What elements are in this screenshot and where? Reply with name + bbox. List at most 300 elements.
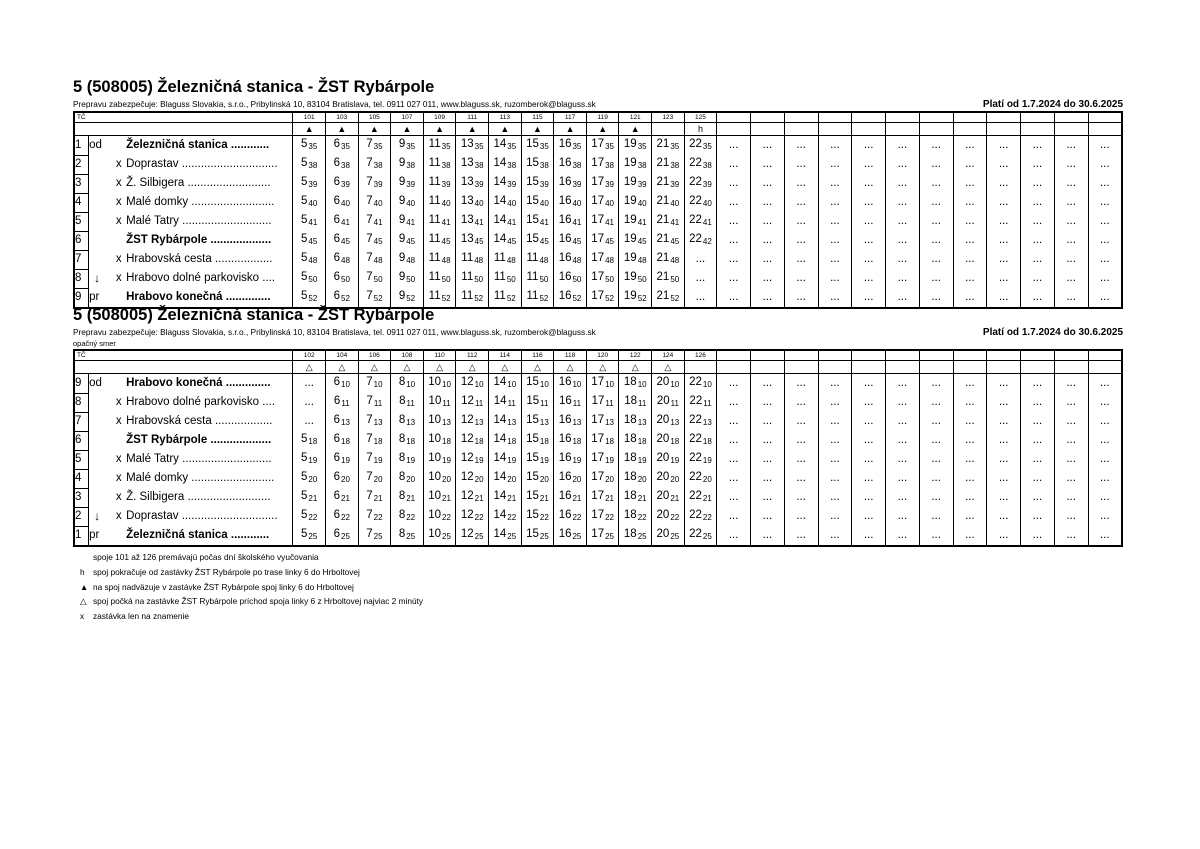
- departure-time: [456, 507, 489, 526]
- departure-time: [391, 412, 424, 431]
- departure-hour: 20: [656, 509, 670, 521]
- departure-time: [423, 174, 456, 193]
- empty-header-cell: [886, 350, 920, 361]
- departure-hour: 13: [460, 176, 474, 188]
- departure-time: [293, 231, 326, 250]
- empty-symbol-cell: [1088, 361, 1122, 374]
- departure-time: [554, 374, 587, 394]
- empty-trip-cell: ...: [852, 374, 886, 394]
- stop-number: 2: [74, 507, 89, 526]
- trip-symbol: ▲: [456, 123, 489, 136]
- trip-number: 126: [684, 350, 717, 361]
- departure-minute: 41: [474, 218, 484, 227]
- departure-time: [554, 269, 587, 288]
- departure-minute: 50: [406, 275, 416, 284]
- trip-symbol: △: [586, 361, 619, 374]
- departure-hour: 18: [623, 509, 637, 521]
- departure-hour: 22: [689, 395, 703, 407]
- stop-name-text: Hrabovo konečná: [126, 291, 223, 303]
- departure-minute: 41: [406, 218, 416, 227]
- departure-hour: 9: [398, 195, 406, 207]
- departure-hour: 21: [656, 195, 670, 207]
- empty-trip-cell: ...: [919, 507, 953, 526]
- empty-trip-cell: ...: [886, 136, 920, 156]
- departure-minute: 22: [637, 513, 647, 522]
- empty-trip-cell: ...: [919, 231, 953, 250]
- departure-hour: 7: [366, 433, 373, 445]
- departure-time: [456, 488, 489, 507]
- departure-hour: 21: [656, 271, 670, 283]
- departure-minute: 20: [637, 475, 647, 484]
- departure-minute: 40: [341, 199, 350, 208]
- departure-minute: 40: [406, 199, 416, 208]
- departure-minute: 48: [341, 256, 350, 265]
- request-stop-mark: [112, 526, 127, 546]
- departure-minute: 13: [442, 418, 451, 427]
- departure-hour: 12: [460, 414, 474, 426]
- departure-time: [325, 250, 358, 269]
- empty-trip-cell: ...: [1054, 526, 1088, 546]
- stop-action: [89, 393, 112, 412]
- departure-time: [293, 488, 326, 507]
- departure-hour: 17: [591, 414, 605, 426]
- departure-time: [489, 526, 522, 546]
- departure-time: [586, 488, 619, 507]
- departure-time: [652, 393, 685, 412]
- trip-symbol: ▲: [489, 123, 522, 136]
- stop-action: [89, 231, 112, 250]
- stop-action: [89, 193, 112, 212]
- stop-name: [126, 469, 293, 488]
- trip-symbol: ▲: [391, 123, 424, 136]
- empty-trip-cell: ...: [1088, 174, 1122, 193]
- departure-hour: 21: [656, 157, 670, 169]
- departure-time: [586, 174, 619, 193]
- request-stop-mark: x: [115, 215, 122, 227]
- empty-trip-cell: ...: [886, 469, 920, 488]
- empty-trip-cell: ...: [784, 231, 818, 250]
- stop-row: [74, 374, 1122, 394]
- departure-minute: 35: [670, 142, 680, 151]
- empty-trip-cell: ...: [852, 412, 886, 431]
- empty-trip-cell: ...: [751, 374, 785, 394]
- departure-minute: 39: [441, 180, 451, 189]
- timetable-title: 5 (508005) Železničná stanica - ŽST Rybárpole: [73, 78, 435, 96]
- departure-minute: 18: [308, 437, 318, 446]
- empty-trip-cell: ...: [919, 393, 953, 412]
- empty-symbol-cell: [1021, 361, 1055, 374]
- departure-hour: 17: [591, 138, 605, 150]
- departure-hour: 11: [493, 271, 506, 283]
- departure-hour: ...: [304, 415, 314, 427]
- empty-trip-cell: ...: [784, 526, 818, 546]
- empty-trip-cell: ...: [987, 231, 1021, 250]
- departure-hour: 14: [493, 376, 507, 388]
- empty-trip-cell: ...: [1021, 136, 1055, 156]
- stop-name-leader: ............................: [182, 215, 272, 227]
- departure-minute: 52: [441, 294, 451, 303]
- departure-minute: 20: [572, 475, 582, 484]
- departure-minute: 39: [605, 180, 614, 189]
- departure-hour: 18: [623, 452, 637, 464]
- trip-symbol: h: [684, 123, 717, 136]
- trip-symbol: ▲: [619, 123, 652, 136]
- empty-trip-cell: ...: [953, 507, 987, 526]
- empty-trip-cell: ...: [1054, 231, 1088, 250]
- departure-hour: 11: [428, 195, 441, 207]
- departure-hour: 14: [493, 509, 507, 521]
- departure-time: [293, 469, 326, 488]
- timetable-title: 5 (508005) Železničná stanica - ŽST Rybárpole: [73, 306, 435, 324]
- departure-minute: 21: [572, 494, 582, 503]
- empty-trip-cell: ...: [886, 193, 920, 212]
- departure-time: [456, 526, 489, 546]
- departure-hour: 13: [460, 233, 474, 245]
- departure-hour: 22: [689, 214, 702, 226]
- departure-minute: 10: [670, 380, 680, 389]
- empty-trip-cell: ...: [919, 155, 953, 174]
- empty-trip-cell: ...: [953, 269, 987, 288]
- departure-time: [391, 136, 424, 156]
- stop-name: [126, 231, 293, 250]
- departure-hour: 7: [366, 414, 373, 426]
- empty-trip-cell: ...: [751, 526, 785, 546]
- departure-time: [684, 507, 717, 526]
- departure-minute: 11: [703, 399, 712, 408]
- stop-row: [74, 469, 1122, 488]
- departure-hour: 22: [689, 471, 702, 483]
- departure-time: [423, 507, 456, 526]
- departure-time: [619, 431, 652, 450]
- stop-name: [126, 526, 293, 546]
- departure-minute: 40: [572, 199, 582, 208]
- empty-trip-cell: ...: [751, 155, 785, 174]
- departure-minute: 50: [441, 275, 451, 284]
- departure-hour: 12: [460, 376, 474, 388]
- empty-trip-cell: ...: [717, 450, 751, 469]
- empty-trip-cell: ...: [987, 450, 1021, 469]
- departure-minute: 45: [441, 237, 451, 246]
- departure-time: [489, 374, 522, 394]
- departure-hour: 17: [591, 252, 605, 264]
- stop-name-text: Železničná stanica: [126, 529, 228, 541]
- empty-symbol-cell: [919, 361, 953, 374]
- departure-hour: 10: [428, 395, 442, 407]
- departure-time: [554, 488, 587, 507]
- departure-time: [586, 193, 619, 212]
- departure-hour: 7: [366, 509, 373, 521]
- departure-minute: 38: [373, 161, 383, 170]
- departure-time: [391, 526, 424, 546]
- empty-symbol-cell: [717, 361, 751, 374]
- departure-minute: 25: [605, 532, 614, 541]
- empty-trip-cell: ...: [1054, 374, 1088, 394]
- departure-hour: 17: [591, 433, 605, 445]
- departure-hour: 15: [526, 233, 539, 245]
- departure-hour: 10: [428, 528, 442, 540]
- departure-time: [391, 193, 424, 212]
- stop-number: 5: [74, 450, 89, 469]
- empty-trip-cell: ...: [1021, 393, 1055, 412]
- empty-trip-cell: ...: [1021, 526, 1055, 546]
- departure-minute: 21: [442, 494, 451, 503]
- empty-trip-cell: ...: [953, 374, 987, 394]
- departure-minute: 35: [406, 142, 416, 151]
- departure-minute: 41: [507, 218, 517, 227]
- departure-time: [293, 212, 326, 231]
- departure-time: [358, 412, 391, 431]
- empty-trip-cell: ...: [852, 507, 886, 526]
- departure-hour: 22: [689, 528, 702, 540]
- departure-hour: 21: [656, 252, 670, 264]
- departure-hour: 11: [461, 252, 474, 264]
- empty-trip-cell: ...: [886, 526, 920, 546]
- empty-header-cell: [1088, 350, 1122, 361]
- departure-minute: 22: [373, 513, 383, 522]
- departure-hour: 12: [460, 509, 474, 521]
- empty-trip-cell: ...: [784, 269, 818, 288]
- departure-hour: 10: [428, 490, 442, 502]
- departure-time: [521, 136, 554, 156]
- stop-action: [89, 469, 112, 488]
- empty-trip-cell: ...: [751, 174, 785, 193]
- departure-time: [652, 231, 685, 250]
- departure-minute: 40: [702, 199, 712, 208]
- departure-hour: 16: [558, 271, 572, 283]
- departure-time: [586, 393, 619, 412]
- footnote-symbol: ▲: [80, 581, 89, 592]
- empty-symbol-cell: [852, 361, 886, 374]
- departure-hour: 7: [366, 138, 373, 150]
- stop-name: [126, 212, 293, 231]
- departure-minute: 48: [605, 256, 614, 265]
- departure-hour: 13: [460, 214, 474, 226]
- departure-minute: 20: [605, 475, 614, 484]
- departure-hour: 9: [398, 214, 406, 226]
- empty-trip-cell: ...: [1054, 469, 1088, 488]
- stop-action: [89, 488, 112, 507]
- departure-time: [325, 155, 358, 174]
- departure-time: [456, 393, 489, 412]
- departure-hour: 7: [366, 376, 373, 388]
- departure-minute: 20: [442, 475, 451, 484]
- departure-minute: 20: [474, 475, 484, 484]
- trip-symbol: ▲: [586, 123, 619, 136]
- stop-name: [126, 431, 293, 450]
- empty-trip-cell: ...: [1021, 469, 1055, 488]
- departure-minute: 19: [406, 456, 416, 465]
- departure-time: [652, 450, 685, 469]
- departure-time: [456, 136, 489, 156]
- empty-trip-cell: ...: [1021, 507, 1055, 526]
- empty-header-cell: [886, 112, 920, 123]
- departure-time: [489, 431, 522, 450]
- empty-trip-cell: ...: [953, 526, 987, 546]
- departure-minute: 38: [507, 161, 517, 170]
- departure-time: [652, 507, 685, 526]
- departure-time: [325, 136, 358, 156]
- departure-hour: 8: [399, 395, 406, 407]
- empty-trip-cell: ...: [987, 174, 1021, 193]
- departure-time: [391, 393, 424, 412]
- empty-symbol-cell: [886, 361, 920, 374]
- empty-trip-cell: ...: [1088, 250, 1122, 269]
- empty-trip-cell: ...: [717, 155, 751, 174]
- stop-name-leader: ....: [262, 272, 276, 284]
- trip-number: 117: [554, 112, 587, 123]
- departure-hour: 19: [623, 233, 637, 245]
- departure-time: [619, 269, 652, 288]
- empty-trip-cell: ...: [1054, 288, 1088, 308]
- empty-trip-cell: ...: [818, 412, 852, 431]
- empty-trip-cell: ...: [919, 193, 953, 212]
- departure-hour: 16: [558, 176, 572, 188]
- departure-hour: 13: [460, 157, 474, 169]
- departure-time: [423, 450, 456, 469]
- empty-symbol-cell: [852, 123, 886, 136]
- departure-minute: 40: [507, 199, 517, 208]
- departure-time: [423, 231, 456, 250]
- departure-time: [521, 374, 554, 394]
- departure-hour: 6: [333, 395, 341, 407]
- empty-trip-cell: ...: [717, 288, 751, 308]
- stop-number: 4: [74, 469, 89, 488]
- departure-hour: 14: [493, 195, 507, 207]
- empty-trip-cell: ...: [852, 431, 886, 450]
- empty-header-cell: [852, 350, 886, 361]
- stop-action: [89, 431, 112, 450]
- departure-time: [652, 469, 685, 488]
- stop-row: [74, 507, 1122, 526]
- departure-time: [586, 469, 619, 488]
- departure-hour: 8: [398, 433, 406, 445]
- departure-hour: 22: [689, 233, 702, 245]
- departure-minute: 21: [474, 494, 484, 503]
- departure-time: [489, 412, 522, 431]
- departure-minute: 45: [507, 237, 517, 246]
- departure-hour: 11: [493, 290, 506, 302]
- departure-minute: 52: [373, 294, 383, 303]
- departure-time: [521, 393, 554, 412]
- departure-minute: 39: [507, 180, 517, 189]
- empty-trip-cell: ...: [717, 393, 751, 412]
- departure-minute: 48: [308, 256, 318, 265]
- stop-name-leader: ..............: [225, 291, 271, 303]
- departure-time: [684, 526, 717, 546]
- departure-hour: 19: [623, 138, 637, 150]
- departure-hour: 5: [301, 452, 308, 464]
- empty-trip-cell: ...: [1054, 507, 1088, 526]
- empty-trip-cell: ...: [751, 431, 785, 450]
- empty-trip-cell: ...: [1088, 507, 1122, 526]
- empty-trip-cell: ...: [818, 288, 852, 308]
- departure-hour: 11: [428, 271, 441, 283]
- departure-hour: 17: [591, 290, 605, 302]
- empty-trip-cell: ...: [886, 374, 920, 394]
- departure-hour: 15: [526, 509, 539, 521]
- departure-time: [684, 155, 717, 174]
- departure-minute: 18: [442, 437, 451, 446]
- stop-row: [74, 193, 1122, 212]
- empty-trip-cell: ...: [1021, 412, 1055, 431]
- footnote-text: spoj pokračuje od zastávky ŽST Rybárpole po trase linky 6 do Hrboltovej: [93, 566, 360, 577]
- departure-hour: 6: [333, 138, 341, 150]
- departure-hour: 7: [366, 490, 373, 502]
- departure-minute: 10: [474, 380, 484, 389]
- departure-hour: 16: [558, 433, 572, 445]
- departure-hour: 6: [333, 195, 341, 207]
- empty-symbol-cell: [987, 123, 1021, 136]
- empty-trip-cell: ...: [1021, 193, 1055, 212]
- departure-minute: 21: [341, 494, 350, 503]
- departure-time: [391, 374, 424, 394]
- empty-trip-cell: ...: [1054, 431, 1088, 450]
- departure-hour: 11: [428, 138, 441, 150]
- empty-trip-cell: ...: [784, 488, 818, 507]
- departure-hour: 19: [623, 157, 637, 169]
- departure-minute: 52: [572, 294, 582, 303]
- departure-time: [619, 393, 652, 412]
- departure-hour: 19: [623, 290, 637, 302]
- stop-action: [89, 450, 112, 469]
- empty-trip-cell: ...: [751, 412, 785, 431]
- departure-time: [325, 488, 358, 507]
- departure-time: [325, 374, 358, 394]
- departure-hour: 9: [398, 271, 406, 283]
- departure-time: [489, 469, 522, 488]
- empty-trip-cell: ...: [886, 450, 920, 469]
- empty-trip-cell: ...: [784, 450, 818, 469]
- stop-name-leader: ..........................: [191, 196, 275, 208]
- departure-time: [619, 250, 652, 269]
- departure-time: [456, 155, 489, 174]
- footnote: [80, 594, 423, 609]
- departure-minute: 18: [406, 437, 416, 446]
- stop-row: [74, 269, 1122, 288]
- departure-time: [684, 469, 717, 488]
- empty-trip-cell: ...: [1054, 412, 1088, 431]
- departure-time: [391, 212, 424, 231]
- departure-minute: 22: [702, 513, 712, 522]
- timetable-grid: [73, 111, 1123, 309]
- stop-number: 5: [74, 212, 89, 231]
- departure-minute: 41: [702, 218, 712, 227]
- departure-hour: 9: [398, 176, 406, 188]
- departure-minute: 19: [670, 456, 680, 465]
- trip-symbol: △: [358, 361, 391, 374]
- departure-hour: 17: [591, 395, 605, 407]
- departure-hour: 15: [526, 414, 539, 426]
- departure-time: [358, 488, 391, 507]
- departure-minute: 50: [474, 275, 484, 284]
- departure-minute: 39: [341, 180, 350, 189]
- departure-hour: 18: [623, 471, 637, 483]
- departure-minute: 25: [637, 532, 647, 541]
- empty-trip-cell: ...: [1088, 269, 1122, 288]
- empty-trip-cell: ...: [919, 450, 953, 469]
- departure-time: [652, 212, 685, 231]
- empty-trip-cell: ...: [1088, 469, 1122, 488]
- request-stop-mark: x: [115, 491, 122, 503]
- departure-hour: ...: [695, 253, 706, 265]
- request-stop-mark: [112, 136, 127, 156]
- departure-minute: 25: [539, 532, 549, 541]
- empty-trip-cell: ...: [717, 212, 751, 231]
- departure-time: [325, 469, 358, 488]
- departure-time: [521, 250, 554, 269]
- departure-hour: 17: [591, 157, 605, 169]
- request-stop-mark: x: [115, 177, 122, 189]
